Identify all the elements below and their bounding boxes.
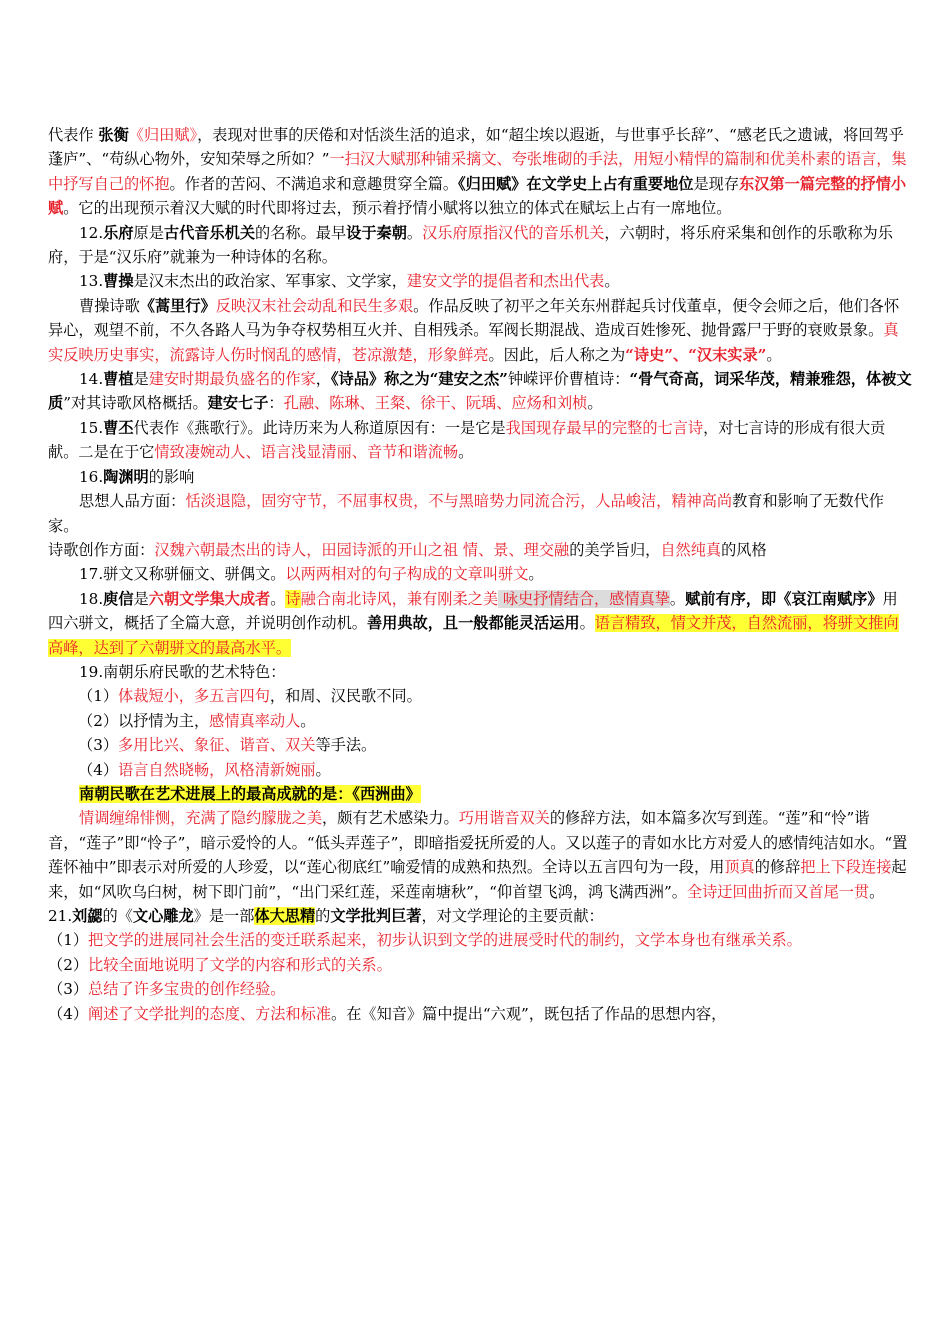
text-run: 》是一部 [193,907,255,925]
text-run: 《蒿里行》 [139,296,216,315]
paragraph-p22 [48,977,912,1001]
text-run: 。 [604,272,620,291]
text-run: 的修辞 [754,858,801,877]
paragraph-p4 [48,294,912,367]
text-run: （1） [78,687,119,706]
text-run: 是汉末杰出的政治家、军事家、文学家， [133,272,407,291]
text-run: （4） [78,760,119,779]
paragraph-p6 [48,416,912,465]
text-run: 。作品反映了初平之年关东州群起兵讨伐董卓，便令会师之后，他们各怀异心，观望不前，不久各路人马为争夺权势相互火并、自相残杀。军阀长期混战、造成百姓惨死、抛骨露尸于野的衰败景象。 [48,296,900,340]
paragraph-p1 [48,123,912,221]
text-run: 思想人品方面： [79,492,186,511]
text-run: 的《 [102,907,133,925]
text-run: 《归田赋》在文学史上占有重要地位 [458,174,694,193]
text-run: 12. [79,223,104,242]
text-run: 六朝文学集大成者 [148,589,271,608]
text-run: 。 [406,223,423,242]
text-run: 巧用谐音双关 [458,809,550,828]
text-run: 《诗品》称之为“建安之杰” [330,370,508,389]
text-run: 文心雕龙 [132,907,194,925]
text-run: 曹操诗歌 [79,296,140,315]
text-run: ”对其诗歌风格概括。 [63,394,208,413]
paragraph-p14 [48,709,912,733]
text-run: 。 [869,882,885,901]
text-run: 以两两相对的句子构成的文章叫骈文 [285,565,529,584]
document-body [48,123,912,1026]
text-run: （3） [78,736,119,755]
text-run: 乐府 [103,223,134,242]
text-run: （2）以抒情为主， [78,711,210,730]
text-run: 用四六骈文，概括了全篇大意，并说明创作动机。 [48,589,898,633]
text-run: 比较全面地说明了文学的内容和形式的关系。 [88,955,392,974]
text-run: 的 [315,907,331,925]
text-run: 。 [270,589,286,608]
paragraph-p2 [48,221,912,270]
text-run: 善用典故，且一般都能灵活运用 [366,614,580,633]
paragraph-p23 [48,1002,912,1026]
text-run: 《归田赋》 [128,126,198,144]
text-run: 。 [669,589,686,608]
text-run: 代表作 [48,126,99,144]
text-run: 把文学的进展同社会生活的变迁联系起来，初步认识到文学的进展受时代的制约，文学本身也有继承关系。 [88,931,802,950]
text-run: 19.南朝乐府民歌的艺术特色： [79,662,286,681]
text-run: 语言精致，情文并茂，自然流丽，将骈文推向高峰，达到了六朝骈文的最高水平。 [48,614,899,657]
paragraph-p13 [48,684,912,708]
text-run: “诗史”、“汉末实录” [625,345,767,364]
text-run: 曹植 [103,370,134,389]
text-run: 咏史抒情结合，感情真挚 [498,589,670,608]
text-run: 13. [79,272,104,291]
text-run: 张衡 [98,126,129,144]
text-run: 赋前有序，即《哀江南赋序》 [685,589,883,608]
paragraph-p3 [48,269,912,293]
text-run: ， [315,370,331,389]
text-run: 建安文学的提倡者和杰出代表 [406,272,605,291]
text-run: 。 [587,394,603,413]
text-run: 曹操 [103,272,134,291]
text-run: 感情真率动人 [209,711,301,730]
text-run: 。因此，后人称之为 [488,345,626,364]
text-run: （2） [48,955,89,974]
text-run: 多用比兴、象征、谐音、双关 [118,736,316,755]
text-run: 诗歌创作方面： [48,540,155,559]
text-run: 是 [133,589,149,608]
text-run: 反映汉末社会动乱和民生多艰 [215,296,414,315]
text-run: 建安七子 [207,394,269,413]
text-run: 真实反映历史事实，流露诗人伤时悯乱的感情，苍凉激楚，形象鲜亮 [48,321,899,364]
paragraph-p11 [48,587,912,660]
text-run: （1） [48,931,89,950]
text-run: 东汉第一篇完整的抒情小赋 [48,174,907,218]
text-run: ，对七言诗的形成有很大贡献。二是在于它 [48,418,886,462]
text-run: 15. [79,418,104,437]
text-run: ，表现对世事的厌倦和对恬淡生活的追求，如“超尘埃以遐逝，与世事乎长辞”、“感老氏之遗诫，将回驾乎蓬庐”、“苟纵心物外，安知荣辱之所如？” [48,126,904,169]
text-run: 总结了许多宝贵的创作经验。 [88,980,286,999]
text-run: 阐述了文学批判的态度、方法和标准 [88,1004,332,1023]
text-run: 融合南北诗风，兼有刚柔之美 [300,589,499,608]
text-run: 一扫汉大赋那种铺采摛文、夸张堆砌的手法，用短小精悍的篇制和优美朴素的语言，集中抒写自己的怀抱 [48,150,907,193]
text-run: 恬淡退隐，固穷守节，不屈事权贵，不与黑暗势力同流合污，人品峻洁，精神高尚 [185,492,733,511]
text-run: 建安时期最负盛名的作家 [148,370,316,389]
paragraph-p7 [48,465,912,489]
text-run: 起来，如“风吹乌臼树，树下即门前”，“出门采红莲，采莲南塘秋”，“仰首望飞鸿，鸿飞满西洲”。 [48,858,907,901]
paragraph-p12 [48,660,912,684]
text-run: 情致凄婉动人、语言浅显清丽、音节和谐流畅 [154,443,459,462]
text-run: 语言自然晓畅，风格清新婉丽 [118,760,316,779]
text-run: 汉乐府原指汉代的音乐机关 [422,223,605,242]
text-run: 等手法。 [315,736,377,755]
text-run: 。 [300,711,316,730]
text-run: （3） [48,980,89,999]
text-run: 文学批判巨著 [330,907,422,925]
text-run: 代表作《燕歌行》。此诗历来为人称道原因有：一是它是 [133,418,506,437]
text-run: 汉魏六朝最杰出的诗人，田园诗派的开山之祖 情、景、理交融 [154,540,570,559]
text-run: 庾信 [103,589,134,608]
text-run: 原是 [133,223,164,242]
text-run: 孔融、陈琳、王粲、徐干、阮瑀、应炀和刘桢 [283,394,588,413]
text-run: 全诗迂回曲折而又首尾一贯 [686,882,870,901]
text-run: 。在《知音》篇中提出“六观”，既包括了作品的思想内容， [331,1004,727,1023]
text-run: 曹丕 [103,418,134,437]
text-run: ，对文学理论的主要贡献： [421,907,604,925]
text-run: 南朝民歌在艺术进展上的最高成就的是：《西洲曲》 [79,784,421,803]
text-run: 17.骈文又称骈俪文、骈偶文。 [79,565,286,584]
paragraph-p9 [48,538,912,562]
text-run: ，六朝时，将乐府采集和创作的乐歌称为乐府，于是“汉乐府”就兼为一种诗体的名称。 [48,223,893,267]
text-run: 情调缠绵悱恻，充满了隐约朦胧之美 [79,809,322,828]
text-run: 的美学旨归， [569,540,661,559]
paragraph-p17 [48,782,912,806]
text-run: 我国现存最早的完整的七言诗 [505,418,704,437]
text-run: 16. [79,467,104,486]
text-run: “骨气奇高，词采华茂，精兼雅怨，体被文质 [48,370,912,413]
text-run: 体大思精 [254,907,316,925]
paragraph-p20 [48,928,912,952]
paragraph-p8 [48,489,912,538]
text-run: 。它的出现预示着汉大赋的时代即将过去，预示着抒情小赋将以独立的体式在赋坛上占有一席地位。 [63,199,732,218]
text-run: 的名称。最早 [255,223,347,242]
text-run: 顶真 [724,858,755,877]
text-run: 把上下段连接 [800,858,892,877]
text-run: 设于秦朝 [346,223,407,242]
text-run: 的风格 [721,540,767,559]
text-run: 14. [79,370,104,389]
paragraph-p21 [48,953,912,977]
text-run: 。 [315,760,331,779]
paragraph-p16 [48,758,912,782]
text-run: 自然纯真 [660,540,722,559]
text-run: 21. [48,907,73,925]
text-run: 。 [458,443,474,462]
text-run: 是现存 [693,174,740,193]
text-run: 的修辞方法，如本篇多次写到莲。“莲”和“怜”谐音，“莲子”即“怜子”，暗示爱怜的人。“低头弄莲子”，即暗指爱抚所爱的人。又以莲子的青如水比方对爱人的感情纯洁如水。“置莲怀袖中”即表示对所爱的人珍爱，以“莲心彻底红”喻爱情的成熟和热烈。全诗以五言四句为一段，用 [48,809,908,877]
text-run: ，颇有艺术感染力。 [322,809,459,828]
text-run: 的影响 [148,467,195,486]
paragraph-p19 [48,904,912,928]
text-run: ： [268,394,284,413]
text-run: 体裁短小，多五言四句 [118,687,270,706]
text-run: 钟嵘评价曹植诗： [507,370,630,389]
text-run: 诗 [285,589,301,608]
paragraph-p18 [48,806,912,904]
text-run: 古代音乐机关 [163,223,256,242]
text-run: 陶渊明 [103,467,149,486]
text-run: ，和周、汉民歌不同。 [269,687,422,706]
text-run: 。作者的苦闷、不满追求和意趣贯穿全篇。 [169,174,459,193]
paragraph-p10 [48,562,912,586]
paragraph-p5 [48,367,912,416]
paragraph-p15 [48,733,912,757]
text-run: 刘勰 [72,907,103,925]
text-run: 教育和影响了无数代作家。 [48,492,884,535]
text-run: 。 [766,345,782,364]
text-run: （4） [48,1004,89,1023]
text-run: 是 [133,370,149,389]
text-run: 。 [579,614,595,633]
text-run: 18. [79,589,104,608]
text-run: 。 [528,565,544,584]
